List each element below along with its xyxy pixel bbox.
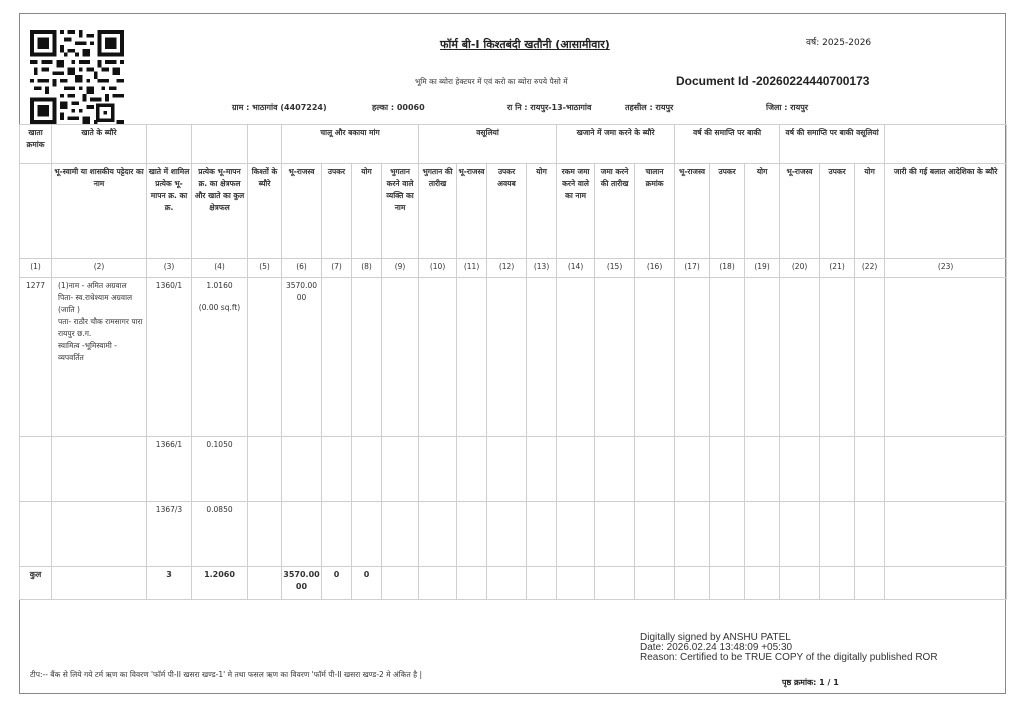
table-cell <box>419 278 457 437</box>
header-khata-details: खाते के ब्यौरे <box>52 125 147 164</box>
page-number: पृष्ठ क्रमांक: 1 / 1 <box>782 678 839 687</box>
total-land-revenue: 3570.00 00 <box>282 567 322 600</box>
column-number: (14) <box>557 259 595 278</box>
sub-header-area: प्रत्येक भू-मापन क्र. का क्षेत्रफल और खाते का कुल क्षेत्रफल <box>192 164 248 259</box>
total-area: 1.2060 <box>192 567 248 600</box>
signature-reason: Reason: Certified to be TRUE COPY of the digitally published ROR <box>640 652 938 663</box>
sub-header-total: योग <box>745 164 780 259</box>
table-cell <box>595 567 635 600</box>
table-cell <box>595 502 635 567</box>
owner-details <box>52 278 147 437</box>
table-cell <box>457 278 487 437</box>
table-cell <box>527 502 557 567</box>
table-cell <box>855 437 885 502</box>
header-year-end-balance: वर्ष की समाप्ति पर बाकी <box>675 125 780 164</box>
sub-header-total: योग <box>855 164 885 259</box>
sub-header-total: योग <box>527 164 557 259</box>
table-cell <box>780 502 820 567</box>
unit-note: भूमि का ब्योरा हेक्टयर में एवं करो का ब्योरा रुपये पैसो में <box>415 77 568 86</box>
survey-number: 1360/1 <box>147 278 192 437</box>
halka-label: हल्का : 00060 <box>372 103 425 112</box>
survey-number: 1366/1 <box>147 437 192 502</box>
table-cell <box>557 437 595 502</box>
table-cell <box>352 437 382 502</box>
table-cell <box>419 437 457 502</box>
table-cell <box>885 502 1007 567</box>
column-number: (22) <box>855 259 885 278</box>
group-header-row <box>20 125 1007 164</box>
table-cell <box>635 567 675 600</box>
form-title: फॉर्म बी-I किश्तबंदी खतौनी (आसामीवार) <box>440 38 610 51</box>
table-cell <box>352 502 382 567</box>
table-cell <box>322 437 352 502</box>
sub-header-payment-date: भुगतान की तारीख <box>419 164 457 259</box>
table-cell <box>745 437 780 502</box>
column-number: (13) <box>527 259 557 278</box>
total-cess: 0 <box>322 567 352 600</box>
column-number: (10) <box>419 259 457 278</box>
owner-father: पिता- स्व.राधेश्याम अग्रवाल <box>58 293 133 302</box>
sub-header-installments: किश्तों के ब्यौरे <box>248 164 282 259</box>
table-cell <box>885 567 1007 600</box>
table-cell <box>282 502 322 567</box>
table-cell <box>20 437 52 502</box>
header-treasury-details: खजाने में जमा करने के ब्यौरे <box>557 125 675 164</box>
sub-header-coercive-process: जारी की गई बलात आदेशिका के ब्यौरे <box>885 164 1007 259</box>
table-cell <box>780 278 820 437</box>
column-number-row <box>20 259 1007 278</box>
table-cell <box>855 278 885 437</box>
column-number: (3) <box>147 259 192 278</box>
column-number: (20) <box>780 259 820 278</box>
survey-area: 0.0850 <box>192 502 248 567</box>
table-cell <box>745 502 780 567</box>
header-blank <box>885 125 1007 164</box>
table-cell <box>820 567 855 600</box>
table-cell <box>675 502 710 567</box>
owner-ownership: स्वामित्व -भूमिस्वामी - व्यपवर्तित <box>58 341 117 362</box>
column-number: (18) <box>710 259 745 278</box>
table-cell <box>557 278 595 437</box>
column-number: (23) <box>885 259 1007 278</box>
header-blank <box>147 125 192 164</box>
table-cell <box>382 502 419 567</box>
table-cell <box>382 567 419 600</box>
table-cell <box>780 437 820 502</box>
table-cell <box>635 502 675 567</box>
owner-address: पता- राठौर चौक रामसागर पारा रायपुर छ.ग. <box>58 317 143 338</box>
table-cell <box>457 437 487 502</box>
table-cell <box>282 437 322 502</box>
column-number: (8) <box>352 259 382 278</box>
footer-note: टीप:-- बैंक से लिये गये टर्म ऋण का विवरण 'फॉर्म पी-II खसरा खण्ड-1' मे तथा फसल ऋण का विवरण 'फॉर्म पी-II खसरा खण्ड-2 मे अंकित है | <box>30 670 423 679</box>
table-cell <box>885 278 1007 437</box>
sub-header-cess: उपकर <box>710 164 745 259</box>
column-number: (17) <box>675 259 710 278</box>
sub-header-cess: उपकर अवयब <box>487 164 527 259</box>
column-number: (1) <box>20 259 52 278</box>
table-cell <box>820 278 855 437</box>
table-cell <box>322 502 352 567</box>
digital-signature <box>640 633 938 663</box>
column-number: (11) <box>457 259 487 278</box>
table-cell <box>745 567 780 600</box>
sub-header-land-revenue: भू-राजस्व <box>780 164 820 259</box>
table-cell <box>855 567 885 600</box>
table-cell <box>710 502 745 567</box>
sub-header-payer-name: भुगतान करने वाले व्यक्ति का नाम <box>382 164 419 259</box>
table-cell <box>487 437 527 502</box>
table-cell <box>855 502 885 567</box>
total-survey-count: 3 <box>147 567 192 600</box>
ledger-table <box>19 124 1007 600</box>
header-blank <box>248 125 282 164</box>
table-cell <box>248 437 282 502</box>
column-number: (9) <box>382 259 419 278</box>
table-cell <box>745 278 780 437</box>
table-row <box>20 502 1007 567</box>
total-label: कुल <box>20 567 52 600</box>
table-cell <box>457 502 487 567</box>
table-cell <box>527 278 557 437</box>
table-cell <box>419 502 457 567</box>
table-cell <box>675 278 710 437</box>
sub-header-land-revenue: भू-राजस्व <box>282 164 322 259</box>
table-cell <box>382 278 419 437</box>
column-number: (19) <box>745 259 780 278</box>
table-cell <box>248 567 282 600</box>
header-blank <box>192 125 248 164</box>
district-label: जिला : रायपुर <box>766 103 809 112</box>
khata-number: 1277 <box>20 278 52 437</box>
village-label: ग्राम : भाठागांव (4407224) <box>232 103 327 112</box>
table-cell <box>710 437 745 502</box>
column-number: (12) <box>487 259 527 278</box>
table-row <box>20 278 1007 437</box>
tehsil-label: तहसील : रायपुर <box>625 103 674 112</box>
table-row <box>20 437 1007 502</box>
survey-area: 0.1050 <box>192 437 248 502</box>
table-cell <box>352 278 382 437</box>
table-cell <box>52 502 147 567</box>
document-id: Document Id -20260224440700173 <box>676 74 870 88</box>
table-cell <box>710 567 745 600</box>
table-cell <box>780 567 820 600</box>
table-cell <box>820 502 855 567</box>
column-number: (2) <box>52 259 147 278</box>
table-cell <box>487 567 527 600</box>
column-number: (5) <box>248 259 282 278</box>
table-cell <box>382 437 419 502</box>
assessment-year: वर्ष: 2025-2026 <box>806 38 872 48</box>
sub-header-deposit-date: जमा करने की तारीख <box>595 164 635 259</box>
table-cell <box>52 437 147 502</box>
table-cell <box>457 567 487 600</box>
table-cell <box>527 567 557 600</box>
table-cell <box>635 437 675 502</box>
area-hectare: 1.0160 <box>206 281 233 290</box>
sub-header-total: योग <box>352 164 382 259</box>
table-cell <box>52 567 147 600</box>
table-cell <box>595 437 635 502</box>
total-sum: 0 <box>352 567 382 600</box>
area-sqft: (0.00 sq.ft) <box>198 303 241 312</box>
table-cell <box>885 437 1007 502</box>
table-cell <box>487 502 527 567</box>
column-number: (15) <box>595 259 635 278</box>
table-cell <box>595 278 635 437</box>
header-year-end-collections: वर्ष की समाप्ति पर बाकी वसूलियां <box>780 125 885 164</box>
total-row <box>20 567 1007 600</box>
sub-header-row <box>20 164 1007 259</box>
header-collections: वसूलियां <box>419 125 557 164</box>
table-cell <box>820 437 855 502</box>
table-cell <box>248 502 282 567</box>
column-number: (4) <box>192 259 248 278</box>
table-cell <box>20 502 52 567</box>
header-current-demand: चालू और बकाया मांग <box>282 125 419 164</box>
survey-number: 1367/3 <box>147 502 192 567</box>
table-cell <box>557 502 595 567</box>
column-number: (7) <box>322 259 352 278</box>
column-number: (21) <box>820 259 855 278</box>
table-cell <box>527 437 557 502</box>
sub-header-challan-no: चालान क्रमांक <box>635 164 675 259</box>
qr-code <box>30 30 124 124</box>
table-cell <box>248 278 282 437</box>
survey-area <box>192 278 248 437</box>
ri-circle-label: रा नि : रायपुर-13-भाठागांव <box>507 103 592 112</box>
sub-header-cess: उपकर <box>322 164 352 259</box>
column-number: (16) <box>635 259 675 278</box>
sub-header-survey-no: खाते में शामिल प्रत्येक भू-मापन क्र. का क्र. <box>147 164 192 259</box>
table-cell <box>675 437 710 502</box>
signature-signer: Digitally signed by ANSHU PATEL <box>640 632 791 643</box>
table-cell <box>710 278 745 437</box>
signature-date: Date: 2026.02.24 13:48:09 +05:30 <box>640 642 793 653</box>
sub-header-cell <box>20 164 52 259</box>
table-cell <box>322 278 352 437</box>
table-cell <box>419 567 457 600</box>
sub-header-cess: उपकर <box>820 164 855 259</box>
sub-header-land-revenue: भू-राजस्व <box>675 164 710 259</box>
land-revenue: 3570.00 00 <box>282 278 322 437</box>
owner-name: (1)नाम - अमित अग्रवाल <box>58 281 127 290</box>
owner-caste: (जाति ) <box>58 305 80 314</box>
sub-header-depositor-name: रकम जमा करने वाले का नाम <box>557 164 595 259</box>
table-cell <box>557 567 595 600</box>
table-cell <box>635 278 675 437</box>
sub-header-land-revenue: भू-राजस्व <box>457 164 487 259</box>
table-cell <box>675 567 710 600</box>
table-cell <box>487 278 527 437</box>
sub-header-owner: भू-स्वामी या शासकीय पट्टेदार का नाम <box>52 164 147 259</box>
column-number: (6) <box>282 259 322 278</box>
header-khata-no: खाता क्रमांक <box>20 125 52 164</box>
